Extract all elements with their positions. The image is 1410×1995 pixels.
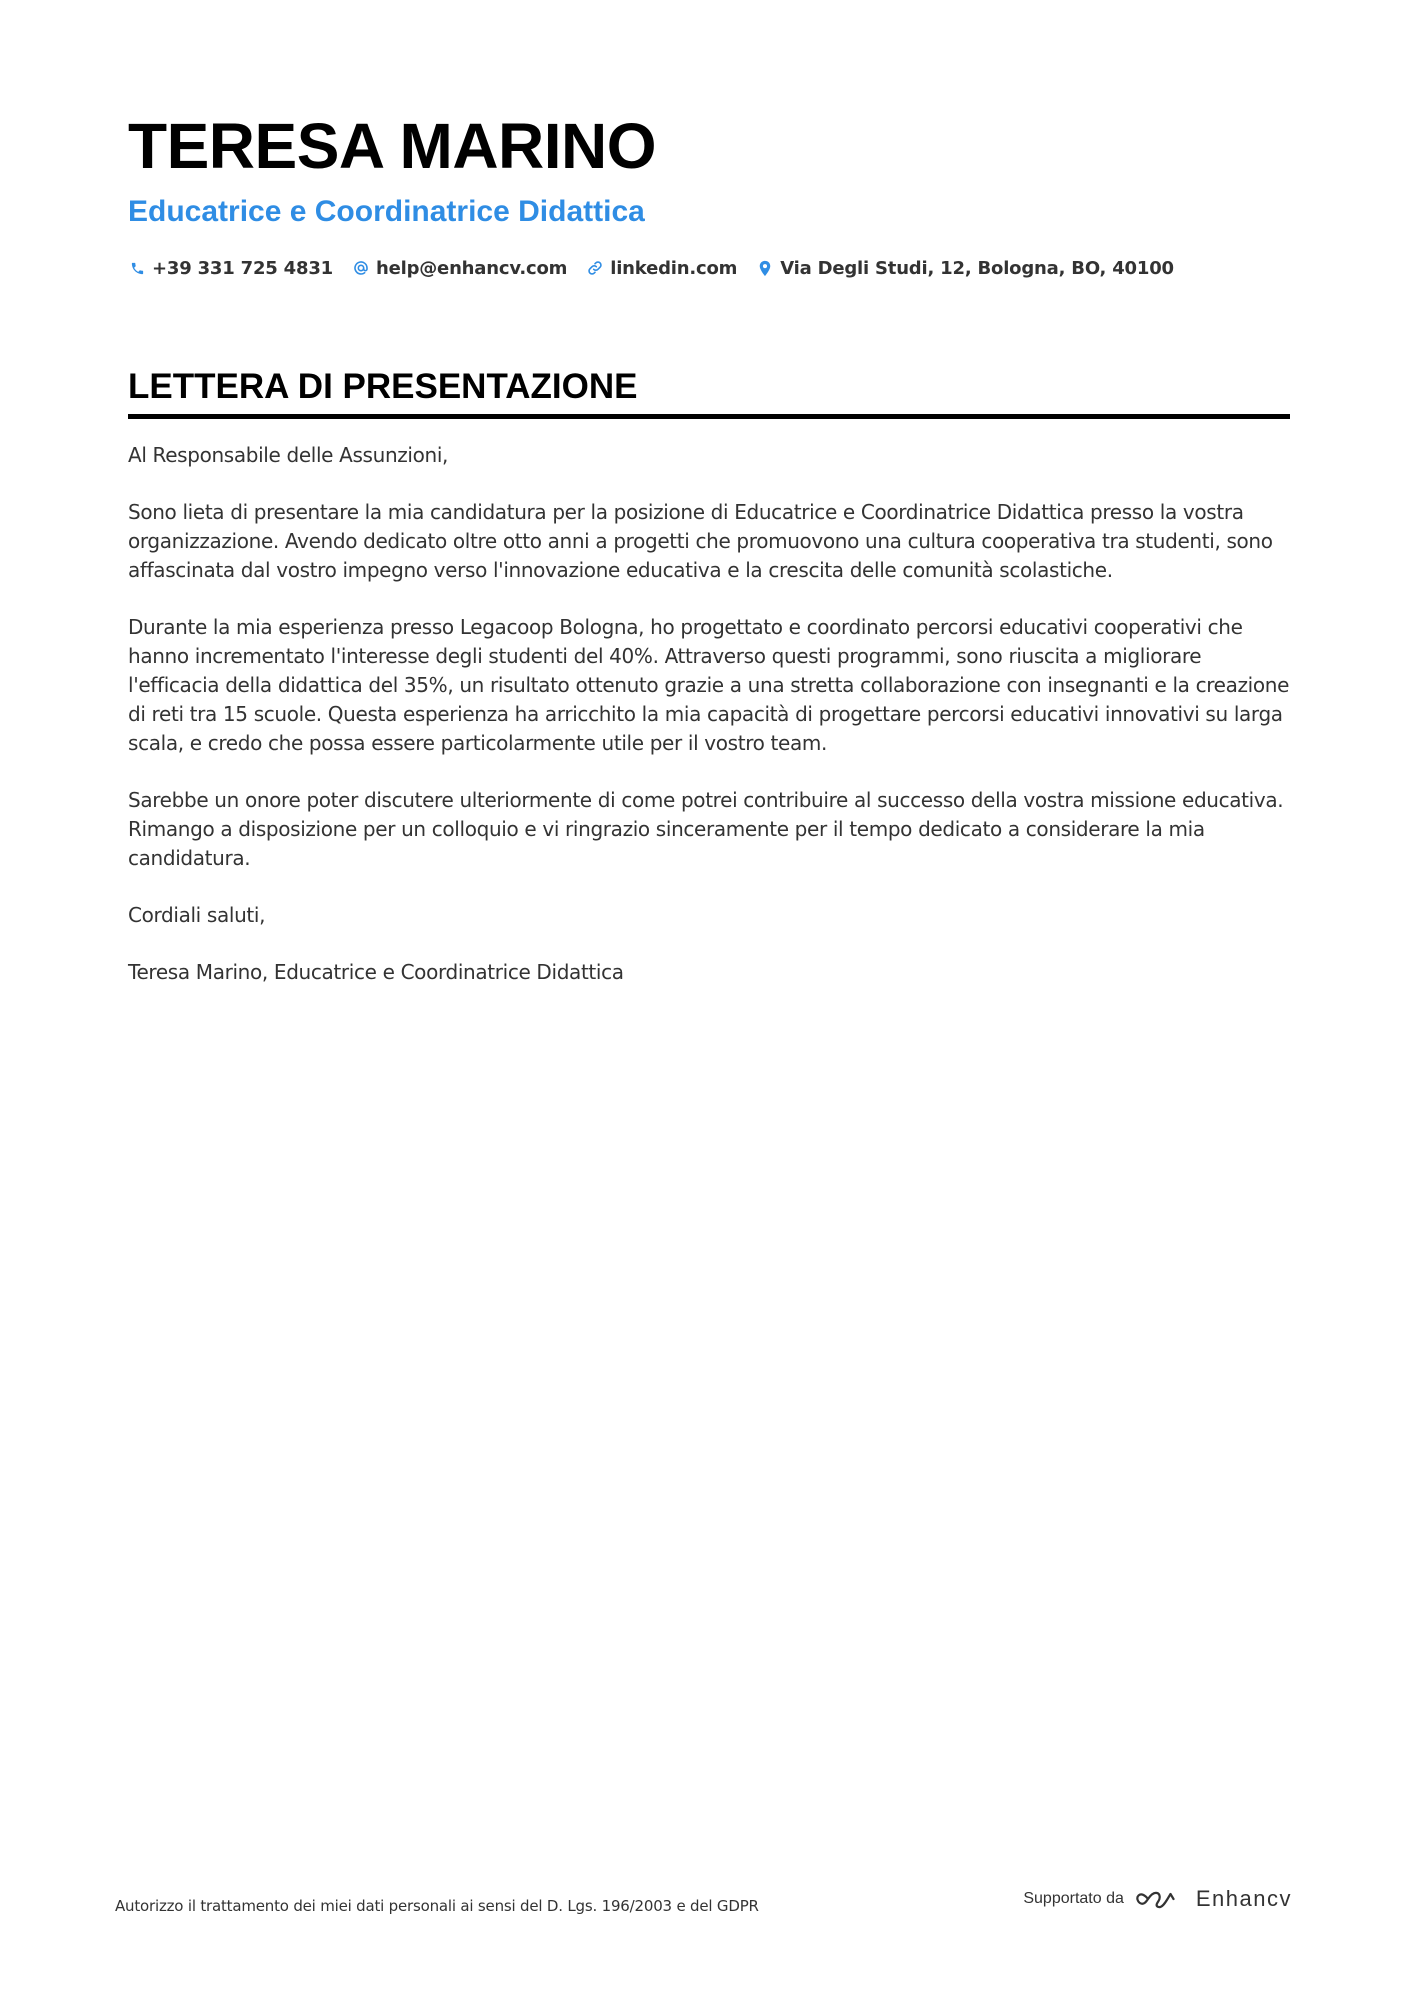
enhancv-logo-icon — [1136, 1887, 1182, 1911]
letter-paragraph-experience: Durante la mia esperienza presso Legacoop Bologna, ho progettato e coordinato percorsi educativi cooperativi che hanno incrementato l'interesse degli studenti del 40%. Attraverso questi programmi, sono riuscita a migliorare l'efficacia della didattica del 35%, un risultato ottenuto grazie a una stretta collaborazione con insegnanti e la creazione di reti tra 15 scuole. Questa esperienza ha arricchito la mia capacità di progettare percorsi educativi innovativi su larga scala, e credo che possa essere particolarmente utile per il vostro team. — [128, 615, 1290, 755]
enhancv-brand: Enhancv — [1195, 1886, 1292, 1911]
at-icon — [352, 259, 370, 277]
contact-address — [756, 258, 1174, 279]
contact-address-text: Via Degli Studi, 12, Bologna, BO, 40100 — [780, 257, 1174, 279]
phone-icon — [128, 259, 146, 277]
powered-by[interactable] — [1023, 1886, 1292, 1912]
letter-signature: Teresa Marino, Educatrice e Coordinatrice Didattica — [128, 960, 624, 984]
location-pin-icon — [756, 259, 774, 277]
privacy-consent: Autorizzo il trattamento dei miei dati personali ai sensi del D. Lgs. 196/2003 e del GDPR — [115, 1897, 759, 1915]
contact-bar — [128, 254, 1290, 282]
header — [128, 108, 1290, 282]
contact-linkedin-text: linkedin.com — [610, 257, 738, 279]
contact-email[interactable] — [352, 258, 567, 279]
section-title: LETTERA DI PRESENTAZIONE — [128, 366, 1290, 419]
contact-phone-text: +39 331 725 4831 — [152, 257, 333, 279]
candidate-name: TERESA MARINO — [128, 110, 657, 182]
letter-greeting: Al Responsabile delle Assunzioni, — [128, 443, 449, 467]
link-icon — [586, 259, 604, 277]
supported-by-label: Supportato da — [1023, 1890, 1124, 1907]
contact-phone[interactable] — [128, 258, 333, 279]
letter-body — [128, 441, 1290, 987]
candidate-title: Educatrice e Coordinatrice Didattica — [128, 195, 645, 228]
contact-email-text: help@enhancv.com — [375, 257, 568, 279]
cover-letter-section — [128, 366, 1290, 1015]
contact-linkedin[interactable] — [586, 258, 737, 279]
letter-paragraph-closing: Sarebbe un onore poter discutere ulteriormente di come potrei contribuire al successo della vostra missione educativa. Rimango a disposizione per un colloquio e vi ringrazio sinceramente per il tempo dedicato a considerare la mia candidatura. — [128, 788, 1284, 870]
letter-salutation: Cordiali saluti, — [128, 903, 266, 927]
letter-paragraph-intro: Sono lieta di presentare la mia candidatura per la posizione di Educatrice e Coordinatrice Didattica presso la vostra organizzazione. Avendo dedicato oltre otto anni a progetti che promuovono una cultura cooperativa tra studenti, sono affascinata dal vostro impegno verso l'innovazione educativa e la crescita delle comunità scolastiche. — [128, 500, 1273, 582]
